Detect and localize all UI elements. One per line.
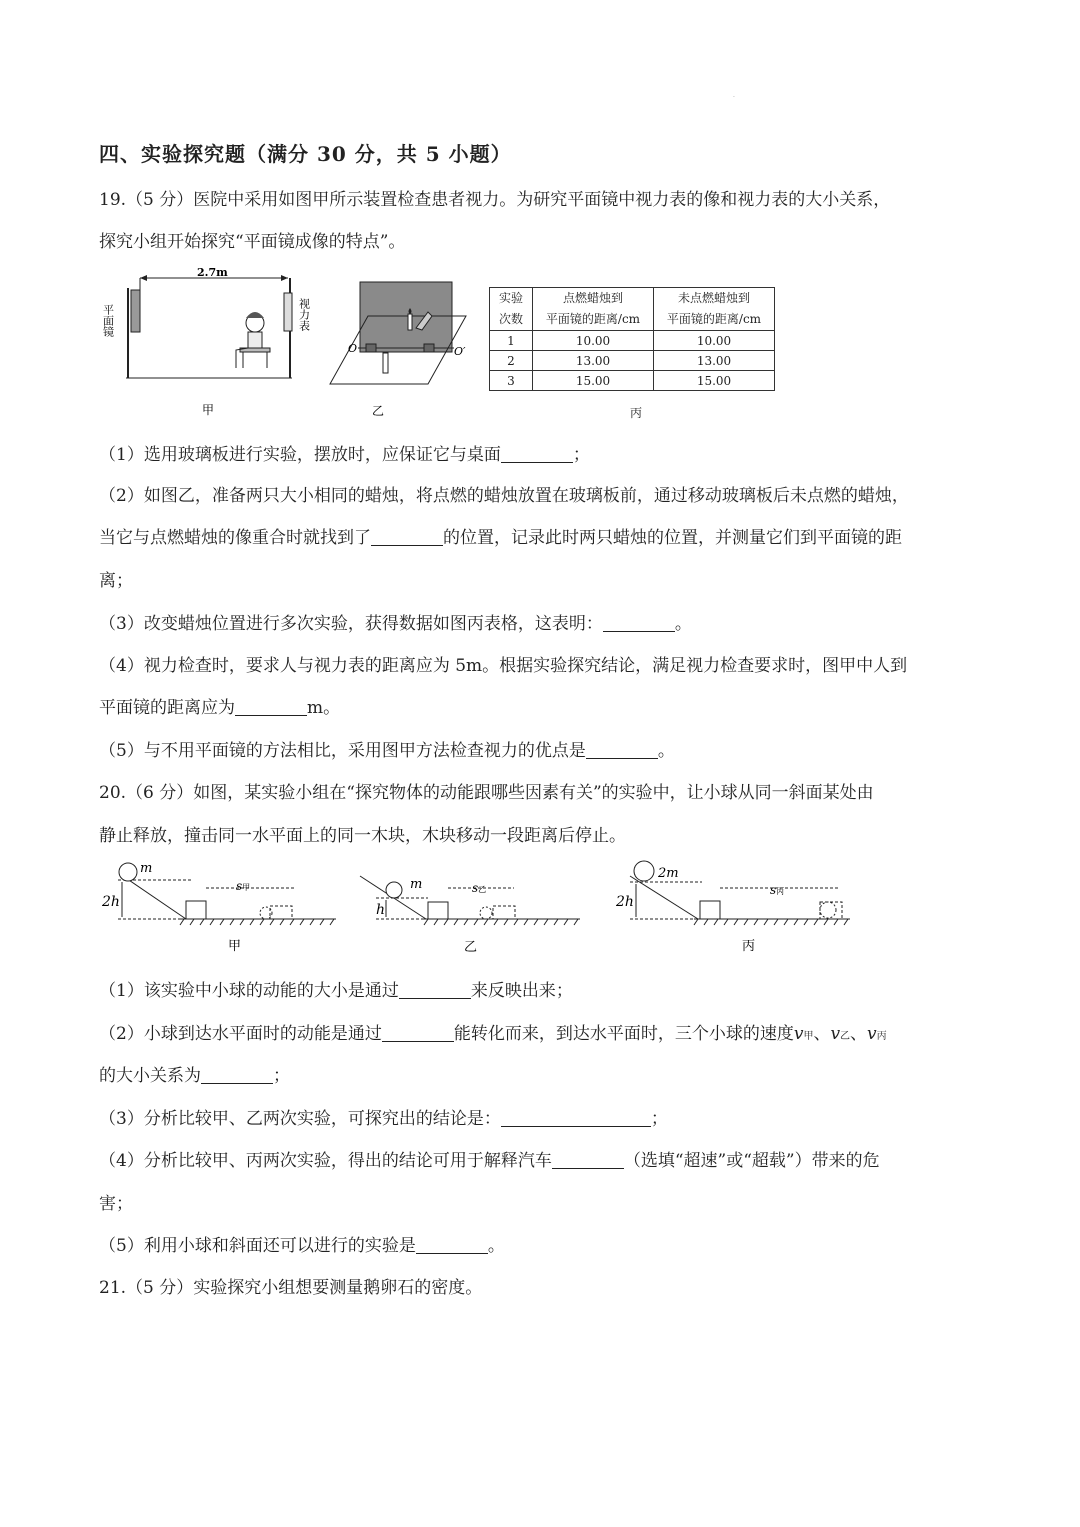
- answer-blank[interactable]: [399, 981, 471, 999]
- answer-blank[interactable]: [603, 614, 675, 632]
- q19-stem-line2: 探究小组开始探究“平面镜成像的特点”。: [99, 232, 406, 252]
- table-row: [490, 331, 775, 351]
- q21-stem: 21.（5 分）实验探究小组想要测量鹅卵石的密度。: [99, 1278, 483, 1298]
- height-label: 2h: [616, 894, 634, 910]
- page-mark: .: [733, 92, 735, 99]
- q20-stem-line1: 20.（6 分）如图，某实验小组在“探究物体的动能跟哪些因素有关”的实验中，让小球从同一斜面某处由: [99, 783, 874, 803]
- q19-p1: （1）选用玻璃板进行实验，摆放时，应保证它与桌面 ；: [99, 445, 590, 465]
- answer-blank[interactable]: [586, 741, 658, 759]
- table-cell: 2: [490, 351, 533, 371]
- figure-incline-bing: [614, 858, 854, 958]
- table-cell: 10.00: [654, 331, 775, 351]
- table-cell: 10.00: [533, 331, 654, 351]
- table-cell: 1: [490, 331, 533, 351]
- s-label: s乙: [472, 881, 487, 895]
- mirror-label: 平面镜: [101, 304, 115, 337]
- table-cell: 15.00: [654, 371, 775, 391]
- table-cell: 13.00: [654, 351, 775, 371]
- answer-blank[interactable]: [235, 698, 307, 716]
- height-label: h: [376, 902, 386, 918]
- s-label: s丙: [770, 883, 785, 897]
- header-cell-unlit: 未点燃蜡烛到 平面镜的距离/cm: [654, 288, 775, 331]
- answer-blank[interactable]: [371, 528, 443, 546]
- distance-label: 2.7m: [197, 266, 228, 279]
- fig-bing-caption: 丙: [630, 406, 643, 420]
- table-row: [490, 351, 775, 371]
- q19-p2-line3: 离；: [99, 571, 133, 591]
- figure-jia-eye-test: [100, 266, 311, 428]
- q19-p4-line1: （4）视力检查时，要求人与视力表的距离应为 5m。根据实验探究结论，满足视力检查要求时，图甲中人到: [99, 656, 908, 676]
- answer-blank[interactable]: [416, 1236, 488, 1254]
- mass-label: m: [140, 861, 153, 876]
- q20-p1: （1）该实验中小球的动能的大小是通过 来反映出来；: [99, 981, 573, 1001]
- fig-jia-caption: 甲: [202, 403, 215, 417]
- q20-p5: （5）利用小球和斜面还可以进行的实验是 。: [99, 1236, 505, 1256]
- mirror-shape: [131, 290, 140, 332]
- q19-p3: （3）改变蜡烛位置进行多次实验，获得数据如图丙表格，这表明： 。: [99, 614, 692, 634]
- o-right-label: O′: [454, 345, 466, 358]
- q20-p3: （3）分析比较甲、乙两次实验，可探究出的结论是： ；: [99, 1109, 668, 1129]
- mass-label: m: [410, 877, 423, 892]
- header-cell-lit: 点燃蜡烛到 平面镜的距离/cm: [533, 288, 654, 331]
- table-cell: 3: [490, 371, 533, 391]
- q20-p2-line2: 的大小关系为 ；: [99, 1066, 290, 1086]
- answer-blank[interactable]: [382, 1024, 454, 1042]
- q20-stem-line2: 静止释放，撞击同一水平面上的同一木块，木块移动一段距离后停止。: [99, 826, 626, 846]
- header-cell-trial: 实验 次数: [490, 288, 533, 331]
- section-title: 四、实验探究题（满分 30 分，共 5 小题）: [99, 142, 512, 166]
- caption: 乙: [464, 940, 478, 955]
- answer-blank[interactable]: [501, 1109, 651, 1127]
- q20-p2-line1: （2）小球到达水平面时的动能是通过 能转化而来，到达水平面时，三个小球的速度v甲、v乙、v丙: [99, 1024, 887, 1044]
- figure-incline-yi: [356, 862, 586, 958]
- chart-label: 视力表: [297, 298, 311, 331]
- q19-stem-line1: 19.（5 分）医院中采用如图甲所示装置检查患者视力。为研究平面镜中视力表的像和视力表的大小关系，: [99, 190, 891, 210]
- eye-chart-shape: [284, 293, 292, 331]
- q19-p2-line1: （2）如图乙，准备两只大小相同的蜡烛，将点燃的蜡烛放置在玻璃板前，通过移动玻璃板后未点燃的蜡烛，: [99, 486, 909, 506]
- fig-yi-caption: 乙: [372, 404, 385, 418]
- figure-incline-jia: [100, 858, 340, 958]
- s-label: s甲: [236, 879, 251, 893]
- answer-blank[interactable]: [552, 1151, 624, 1169]
- mass-label: 2m: [658, 866, 679, 881]
- o-left-label: O: [348, 342, 358, 355]
- caption: 丙: [742, 939, 756, 954]
- table-cell: 13.00: [533, 351, 654, 371]
- caption: 甲: [228, 939, 242, 954]
- table-cell: 15.00: [533, 371, 654, 391]
- q19-p5: （5）与不用平面镜的方法相比，采用图甲方法检查视力的优点是 。: [99, 741, 675, 761]
- height-label: 2h: [102, 894, 120, 910]
- q20-p4-line2: 害；: [99, 1194, 133, 1214]
- answer-blank[interactable]: [201, 1066, 273, 1084]
- q19-p4-line2: 平面镜的距离应为 m。: [99, 698, 341, 718]
- distance-data-table: [489, 287, 775, 391]
- table-row: [490, 371, 775, 391]
- figure-bing-table: [489, 287, 775, 391]
- q19-p2-line2: 当它与点燃蜡烛的像重合时就找到了 的位置，记录此时两只蜡烛的位置，并测量它们到平面镜的距: [99, 528, 902, 548]
- figure-yi-candles: [328, 278, 478, 428]
- q20-p4-line1: （4）分析比较甲、丙两次实验，得出的结论可用于解释汽车 （选填“超速”或“超载”）带来的危: [99, 1151, 880, 1171]
- answer-blank[interactable]: [501, 445, 573, 463]
